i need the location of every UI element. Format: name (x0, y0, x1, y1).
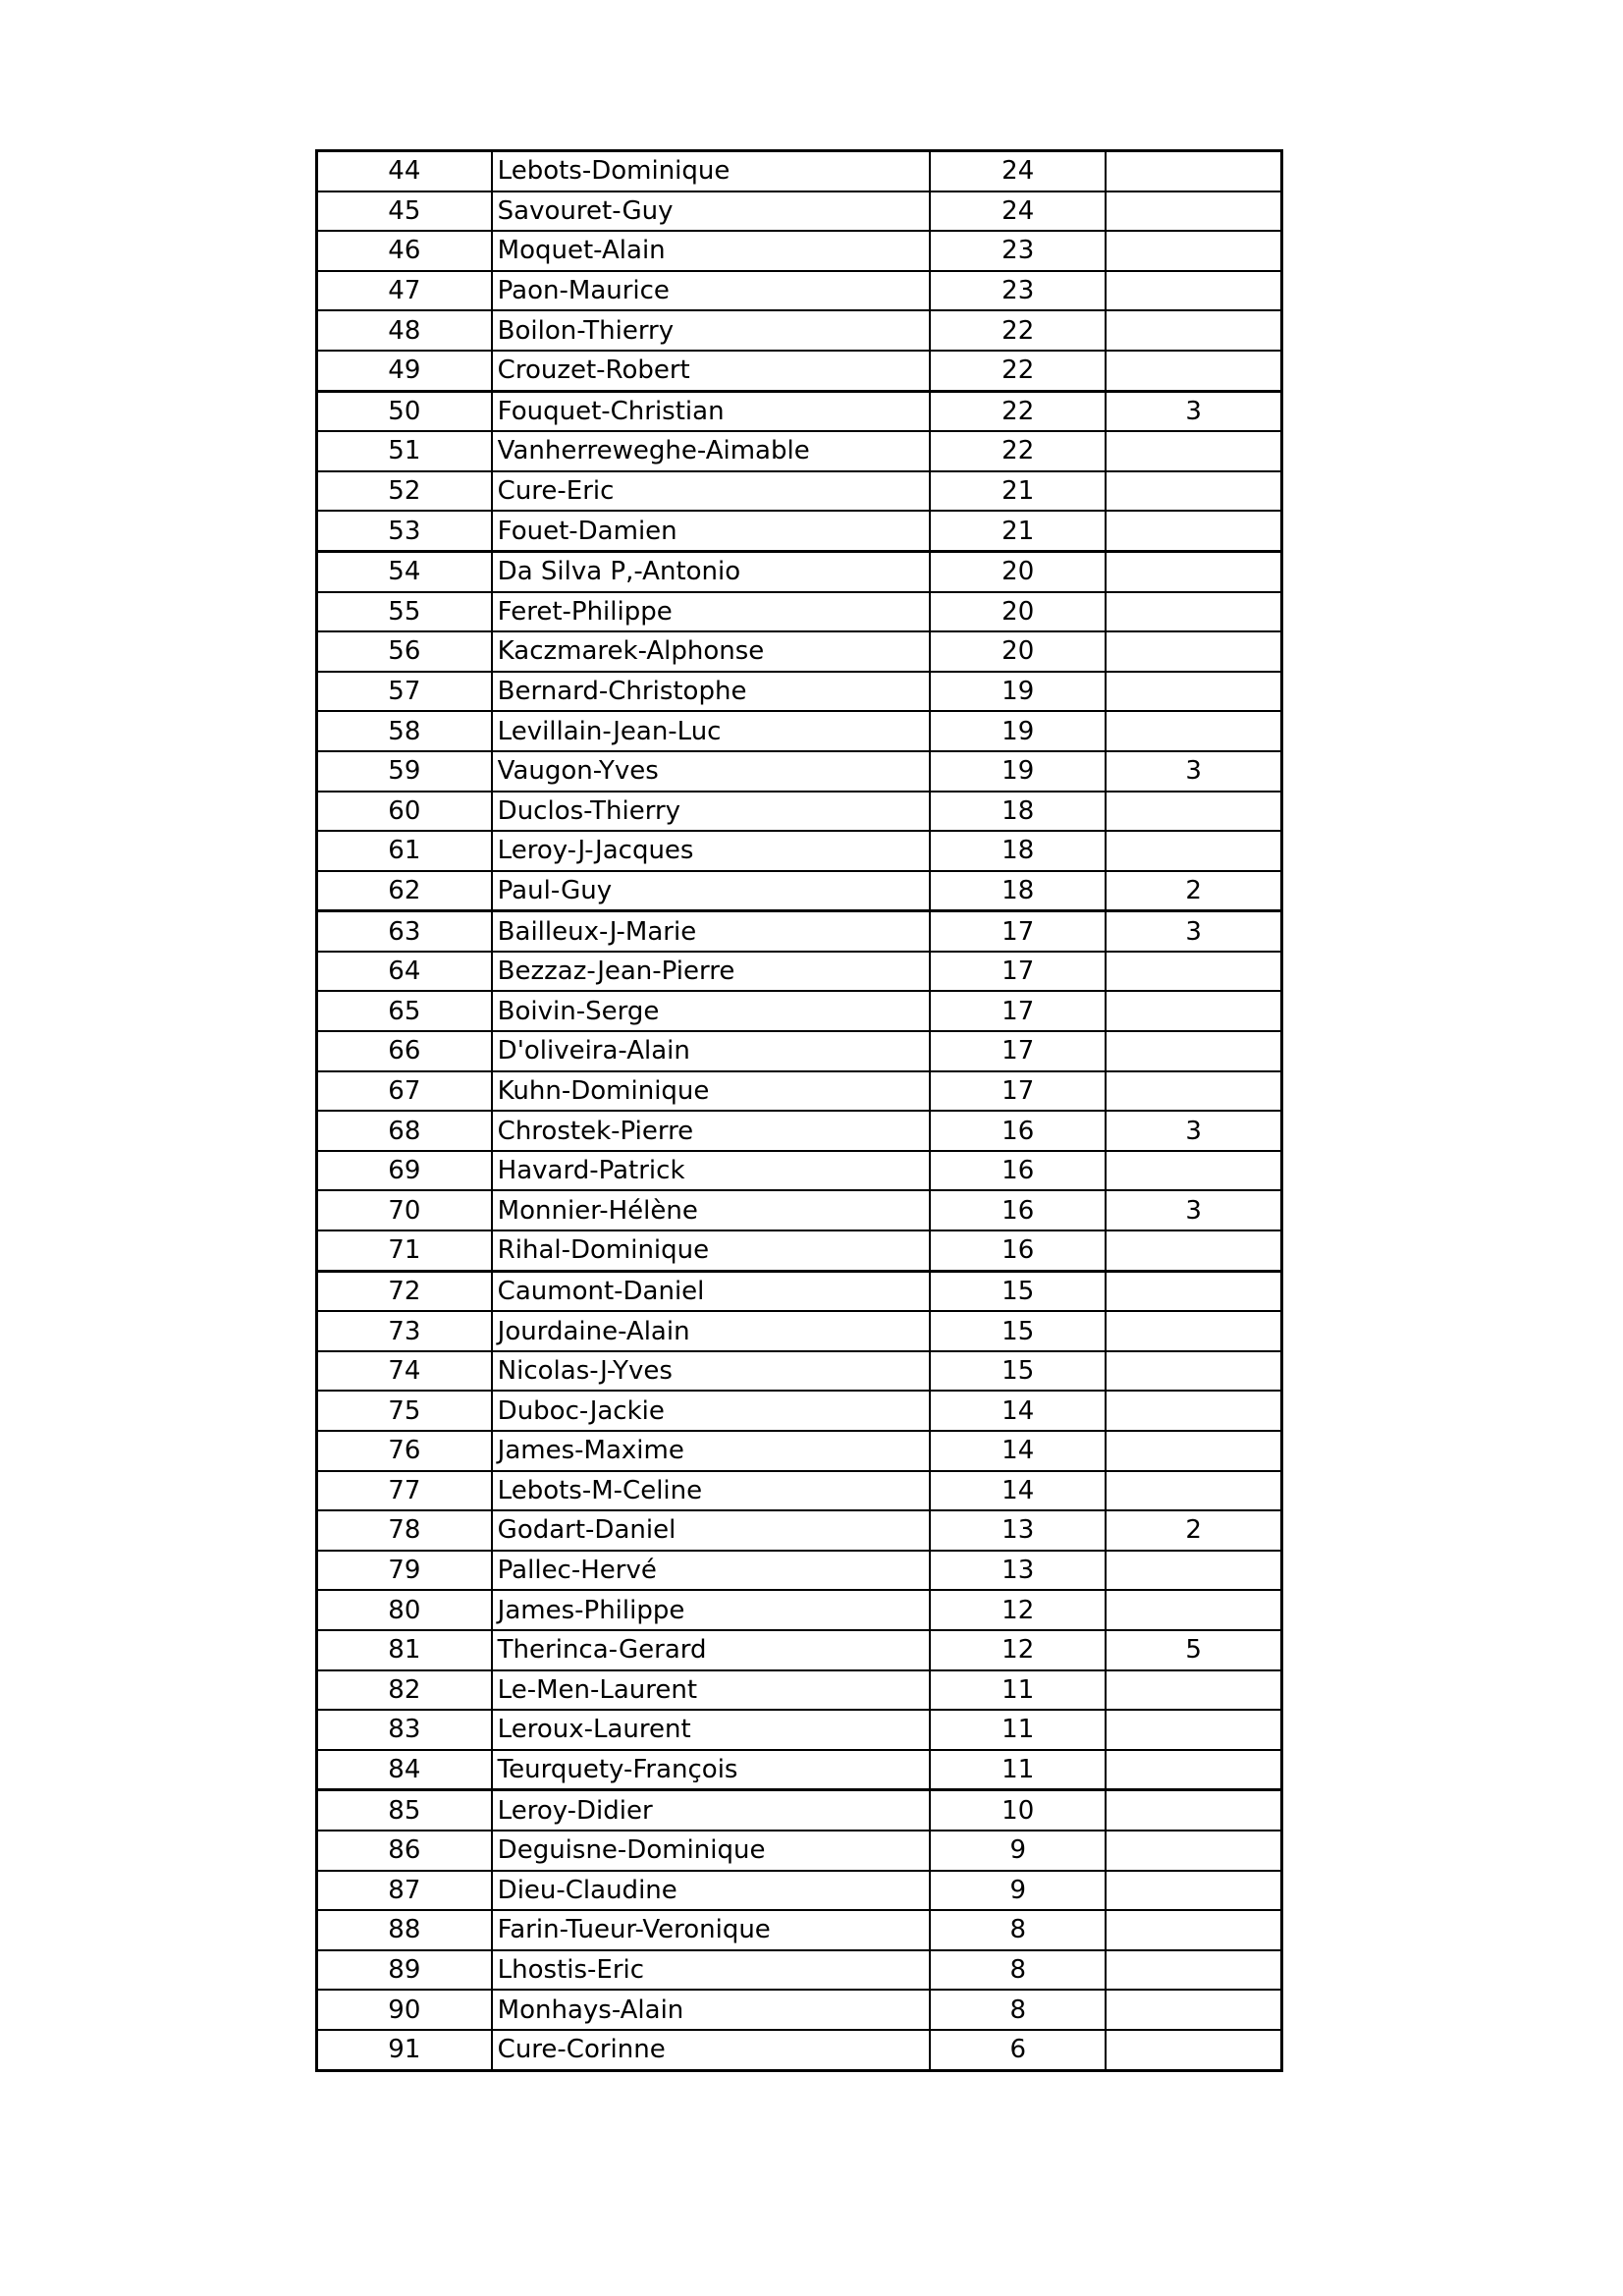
name-cell: Havard-Patrick (492, 1151, 930, 1191)
name-cell: Leroy-J-Jacques (492, 831, 930, 871)
name-cell: Duboc-Jackie (492, 1391, 930, 1431)
points-cell: 17 (930, 991, 1106, 1031)
name-cell: Caumont-Daniel (492, 1271, 930, 1311)
extra-cell (1106, 431, 1281, 471)
name-cell: Deguisne-Dominique (492, 1831, 930, 1871)
name-cell: Kuhn-Dominique (492, 1071, 930, 1112)
rank-cell: 44 (317, 151, 492, 191)
extra-cell (1106, 1151, 1281, 1191)
name-cell: Therinca-Gerard (492, 1630, 930, 1670)
points-cell: 24 (930, 151, 1106, 191)
name-cell: Fouquet-Christian (492, 391, 930, 431)
rank-cell: 75 (317, 1391, 492, 1431)
table-row (317, 1710, 1282, 1750)
points-cell: 19 (930, 711, 1106, 751)
extra-cell (1106, 1031, 1281, 1071)
table-row (317, 1271, 1282, 1311)
extra-cell (1106, 1670, 1281, 1711)
points-cell: 16 (930, 1111, 1106, 1151)
table-row (317, 271, 1282, 311)
table-row (317, 1351, 1282, 1392)
rank-cell: 68 (317, 1111, 492, 1151)
rank-cell: 88 (317, 1910, 492, 1950)
rank-cell: 53 (317, 511, 492, 551)
rank-cell: 52 (317, 471, 492, 512)
points-cell: 22 (930, 310, 1106, 351)
extra-cell (1106, 1071, 1281, 1112)
extra-cell (1106, 191, 1281, 232)
extra-cell (1106, 1831, 1281, 1871)
points-cell: 17 (930, 911, 1106, 952)
name-cell: Dieu-Claudine (492, 1871, 930, 1911)
name-cell: Boilon-Thierry (492, 310, 930, 351)
table-row (317, 1510, 1282, 1551)
points-cell: 20 (930, 631, 1106, 672)
rank-cell: 57 (317, 672, 492, 712)
rank-cell: 61 (317, 831, 492, 871)
extra-cell (1106, 711, 1281, 751)
rank-cell: 49 (317, 351, 492, 391)
table-row (317, 1950, 1282, 1991)
table-row (317, 1910, 1282, 1950)
ranking-table (315, 149, 1283, 2072)
table-row (317, 1630, 1282, 1670)
table-row (317, 1471, 1282, 1511)
name-cell: Feret-Philippe (492, 592, 930, 632)
points-cell: 10 (930, 1790, 1106, 1831)
name-cell: Chrostek-Pierre (492, 1111, 930, 1151)
rank-cell: 81 (317, 1630, 492, 1670)
extra-cell (1106, 592, 1281, 632)
rank-cell: 48 (317, 310, 492, 351)
extra-cell (1106, 1471, 1281, 1511)
points-cell: 15 (930, 1351, 1106, 1392)
name-cell: Kaczmarek-Alphonse (492, 631, 930, 672)
rank-cell: 69 (317, 1151, 492, 1191)
rank-cell: 72 (317, 1271, 492, 1311)
table-row (317, 151, 1282, 191)
points-cell: 21 (930, 511, 1106, 551)
name-cell: Nicolas-J-Yves (492, 1351, 930, 1392)
rank-cell: 47 (317, 271, 492, 311)
points-cell: 8 (930, 1910, 1106, 1950)
table-row (317, 1750, 1282, 1790)
extra-cell (1106, 511, 1281, 551)
extra-cell (1106, 1871, 1281, 1911)
points-cell: 13 (930, 1551, 1106, 1591)
points-cell: 9 (930, 1831, 1106, 1871)
points-cell: 8 (930, 1990, 1106, 2030)
points-cell: 20 (930, 551, 1106, 591)
rank-cell: 79 (317, 1551, 492, 1591)
table-row (317, 711, 1282, 751)
points-cell: 15 (930, 1311, 1106, 1351)
table-row (317, 1551, 1282, 1591)
table-row (317, 592, 1282, 632)
rank-cell: 55 (317, 592, 492, 632)
rank-cell: 60 (317, 792, 492, 832)
points-cell: 14 (930, 1391, 1106, 1431)
rank-cell: 85 (317, 1790, 492, 1831)
rank-cell: 86 (317, 1831, 492, 1871)
points-cell: 19 (930, 672, 1106, 712)
extra-cell (1106, 1311, 1281, 1351)
table-row (317, 551, 1282, 591)
points-cell: 22 (930, 431, 1106, 471)
name-cell: Pallec-Hervé (492, 1551, 930, 1591)
points-cell: 17 (930, 1031, 1106, 1071)
name-cell: Vaugon-Yves (492, 751, 930, 792)
name-cell: Da Silva P,-Antonio (492, 551, 930, 591)
name-cell: Savouret-Guy (492, 191, 930, 232)
name-cell: Leroux-Laurent (492, 1710, 930, 1750)
name-cell: James-Philippe (492, 1590, 930, 1630)
extra-cell (1106, 351, 1281, 391)
table-row (317, 1391, 1282, 1431)
points-cell: 12 (930, 1630, 1106, 1670)
rank-cell: 64 (317, 952, 492, 992)
points-cell: 12 (930, 1590, 1106, 1630)
table-row (317, 1670, 1282, 1711)
name-cell: Levillain-Jean-Luc (492, 711, 930, 751)
name-cell: Cure-Corinne (492, 2030, 930, 2070)
rank-cell: 56 (317, 631, 492, 672)
table-row (317, 991, 1282, 1031)
name-cell: Bernard-Christophe (492, 672, 930, 712)
extra-cell (1106, 952, 1281, 992)
table-row (317, 1230, 1282, 1271)
extra-cell (1106, 1351, 1281, 1392)
name-cell: James-Maxime (492, 1431, 930, 1471)
name-cell: Moquet-Alain (492, 231, 930, 271)
points-cell: 6 (930, 2030, 1106, 2070)
name-cell: Godart-Daniel (492, 1510, 930, 1551)
points-cell: 22 (930, 391, 1106, 431)
rank-cell: 91 (317, 2030, 492, 2070)
name-cell: Crouzet-Robert (492, 351, 930, 391)
rank-cell: 84 (317, 1750, 492, 1790)
points-cell: 17 (930, 952, 1106, 992)
extra-cell: 3 (1106, 391, 1281, 431)
table-row (317, 431, 1282, 471)
rank-cell: 82 (317, 1670, 492, 1711)
points-cell: 21 (930, 471, 1106, 512)
extra-cell (1106, 1990, 1281, 2030)
table-row (317, 1071, 1282, 1112)
rank-cell: 83 (317, 1710, 492, 1750)
points-cell: 15 (930, 1271, 1106, 1311)
name-cell: Lhostis-Eric (492, 1950, 930, 1991)
extra-cell (1106, 1790, 1281, 1831)
name-cell: Jourdaine-Alain (492, 1311, 930, 1351)
extra-cell (1106, 1910, 1281, 1950)
name-cell: D'oliveira-Alain (492, 1031, 930, 1071)
table-row (317, 351, 1282, 391)
table-row (317, 1431, 1282, 1471)
extra-cell (1106, 792, 1281, 832)
table-row (317, 310, 1282, 351)
rank-cell: 66 (317, 1031, 492, 1071)
points-cell: 18 (930, 871, 1106, 911)
extra-cell: 5 (1106, 1630, 1281, 1670)
extra-cell (1106, 1271, 1281, 1311)
table-row (317, 952, 1282, 992)
points-cell: 22 (930, 351, 1106, 391)
points-cell: 11 (930, 1670, 1106, 1711)
extra-cell (1106, 310, 1281, 351)
extra-cell: 3 (1106, 911, 1281, 952)
table-row (317, 1871, 1282, 1911)
rank-cell: 74 (317, 1351, 492, 1392)
extra-cell (1106, 991, 1281, 1031)
rank-cell: 54 (317, 551, 492, 591)
name-cell: Farin-Tueur-Veronique (492, 1910, 930, 1950)
extra-cell: 2 (1106, 871, 1281, 911)
table-row (317, 1790, 1282, 1831)
rank-cell: 63 (317, 911, 492, 952)
extra-cell (1106, 672, 1281, 712)
name-cell: Cure-Eric (492, 471, 930, 512)
extra-cell (1106, 231, 1281, 271)
rank-cell: 90 (317, 1990, 492, 2030)
extra-cell (1106, 831, 1281, 871)
extra-cell: 3 (1106, 1111, 1281, 1151)
rank-cell: 73 (317, 1311, 492, 1351)
table-row (317, 2030, 1282, 2070)
rank-cell: 46 (317, 231, 492, 271)
table-row (317, 831, 1282, 871)
name-cell: Boivin-Serge (492, 991, 930, 1031)
rank-cell: 50 (317, 391, 492, 431)
rank-cell: 58 (317, 711, 492, 751)
rank-cell: 71 (317, 1230, 492, 1271)
points-cell: 17 (930, 1071, 1106, 1112)
name-cell: Monhays-Alain (492, 1990, 930, 2030)
table-row (317, 911, 1282, 952)
ranking-table-body (317, 151, 1282, 2071)
name-cell: Leroy-Didier (492, 1790, 930, 1831)
table-row (317, 1031, 1282, 1071)
table-row (317, 1831, 1282, 1871)
rank-cell: 78 (317, 1510, 492, 1551)
table-row (317, 871, 1282, 911)
extra-cell: 2 (1106, 1510, 1281, 1551)
name-cell: Le-Men-Laurent (492, 1670, 930, 1711)
points-cell: 19 (930, 751, 1106, 792)
table-row (317, 511, 1282, 551)
name-cell: Teurquety-François (492, 1750, 930, 1790)
name-cell: Bailleux-J-Marie (492, 911, 930, 952)
name-cell: Lebots-M-Celine (492, 1471, 930, 1511)
table-row (317, 1190, 1282, 1230)
extra-cell (1106, 1391, 1281, 1431)
rank-cell: 67 (317, 1071, 492, 1112)
extra-cell (1106, 1750, 1281, 1790)
table-row (317, 1151, 1282, 1191)
rank-cell: 77 (317, 1471, 492, 1511)
rank-cell: 65 (317, 991, 492, 1031)
extra-cell (1106, 151, 1281, 191)
extra-cell (1106, 271, 1281, 311)
points-cell: 24 (930, 191, 1106, 232)
extra-cell (1106, 631, 1281, 672)
table-row (317, 792, 1282, 832)
name-cell: Fouet-Damien (492, 511, 930, 551)
name-cell: Bezzaz-Jean-Pierre (492, 952, 930, 992)
name-cell: Paon-Maurice (492, 271, 930, 311)
points-cell: 8 (930, 1950, 1106, 1991)
points-cell: 23 (930, 271, 1106, 311)
points-cell: 11 (930, 1750, 1106, 1790)
rank-cell: 51 (317, 431, 492, 471)
extra-cell: 3 (1106, 1190, 1281, 1230)
table-row (317, 1590, 1282, 1630)
table-row (317, 631, 1282, 672)
name-cell: Paul-Guy (492, 871, 930, 911)
extra-cell (1106, 2030, 1281, 2070)
points-cell: 23 (930, 231, 1106, 271)
rank-cell: 59 (317, 751, 492, 792)
table-row (317, 391, 1282, 431)
table-row (317, 231, 1282, 271)
points-cell: 16 (930, 1230, 1106, 1271)
table-row (317, 1311, 1282, 1351)
points-cell: 14 (930, 1431, 1106, 1471)
rank-cell: 80 (317, 1590, 492, 1630)
rank-cell: 89 (317, 1950, 492, 1991)
extra-cell (1106, 1950, 1281, 1991)
name-cell: Vanherreweghe-Aimable (492, 431, 930, 471)
points-cell: 16 (930, 1190, 1106, 1230)
rank-cell: 62 (317, 871, 492, 911)
table-row (317, 191, 1282, 232)
points-cell: 18 (930, 792, 1106, 832)
table-row (317, 672, 1282, 712)
rank-cell: 45 (317, 191, 492, 232)
name-cell: Rihal-Dominique (492, 1230, 930, 1271)
rank-cell: 70 (317, 1190, 492, 1230)
extra-cell (1106, 1710, 1281, 1750)
extra-cell (1106, 471, 1281, 512)
points-cell: 18 (930, 831, 1106, 871)
extra-cell: 3 (1106, 751, 1281, 792)
points-cell: 11 (930, 1710, 1106, 1750)
points-cell: 14 (930, 1471, 1106, 1511)
extra-cell (1106, 1431, 1281, 1471)
extra-cell (1106, 1230, 1281, 1271)
rank-cell: 76 (317, 1431, 492, 1471)
extra-cell (1106, 551, 1281, 591)
points-cell: 13 (930, 1510, 1106, 1551)
points-cell: 20 (930, 592, 1106, 632)
points-cell: 16 (930, 1151, 1106, 1191)
table-row (317, 1990, 1282, 2030)
table-row (317, 471, 1282, 512)
rank-cell: 87 (317, 1871, 492, 1911)
name-cell: Duclos-Thierry (492, 792, 930, 832)
extra-cell (1106, 1590, 1281, 1630)
extra-cell (1106, 1551, 1281, 1591)
table-row (317, 751, 1282, 792)
table-row (317, 1111, 1282, 1151)
name-cell: Monnier-Hélène (492, 1190, 930, 1230)
name-cell: Lebots-Dominique (492, 151, 930, 191)
points-cell: 9 (930, 1871, 1106, 1911)
